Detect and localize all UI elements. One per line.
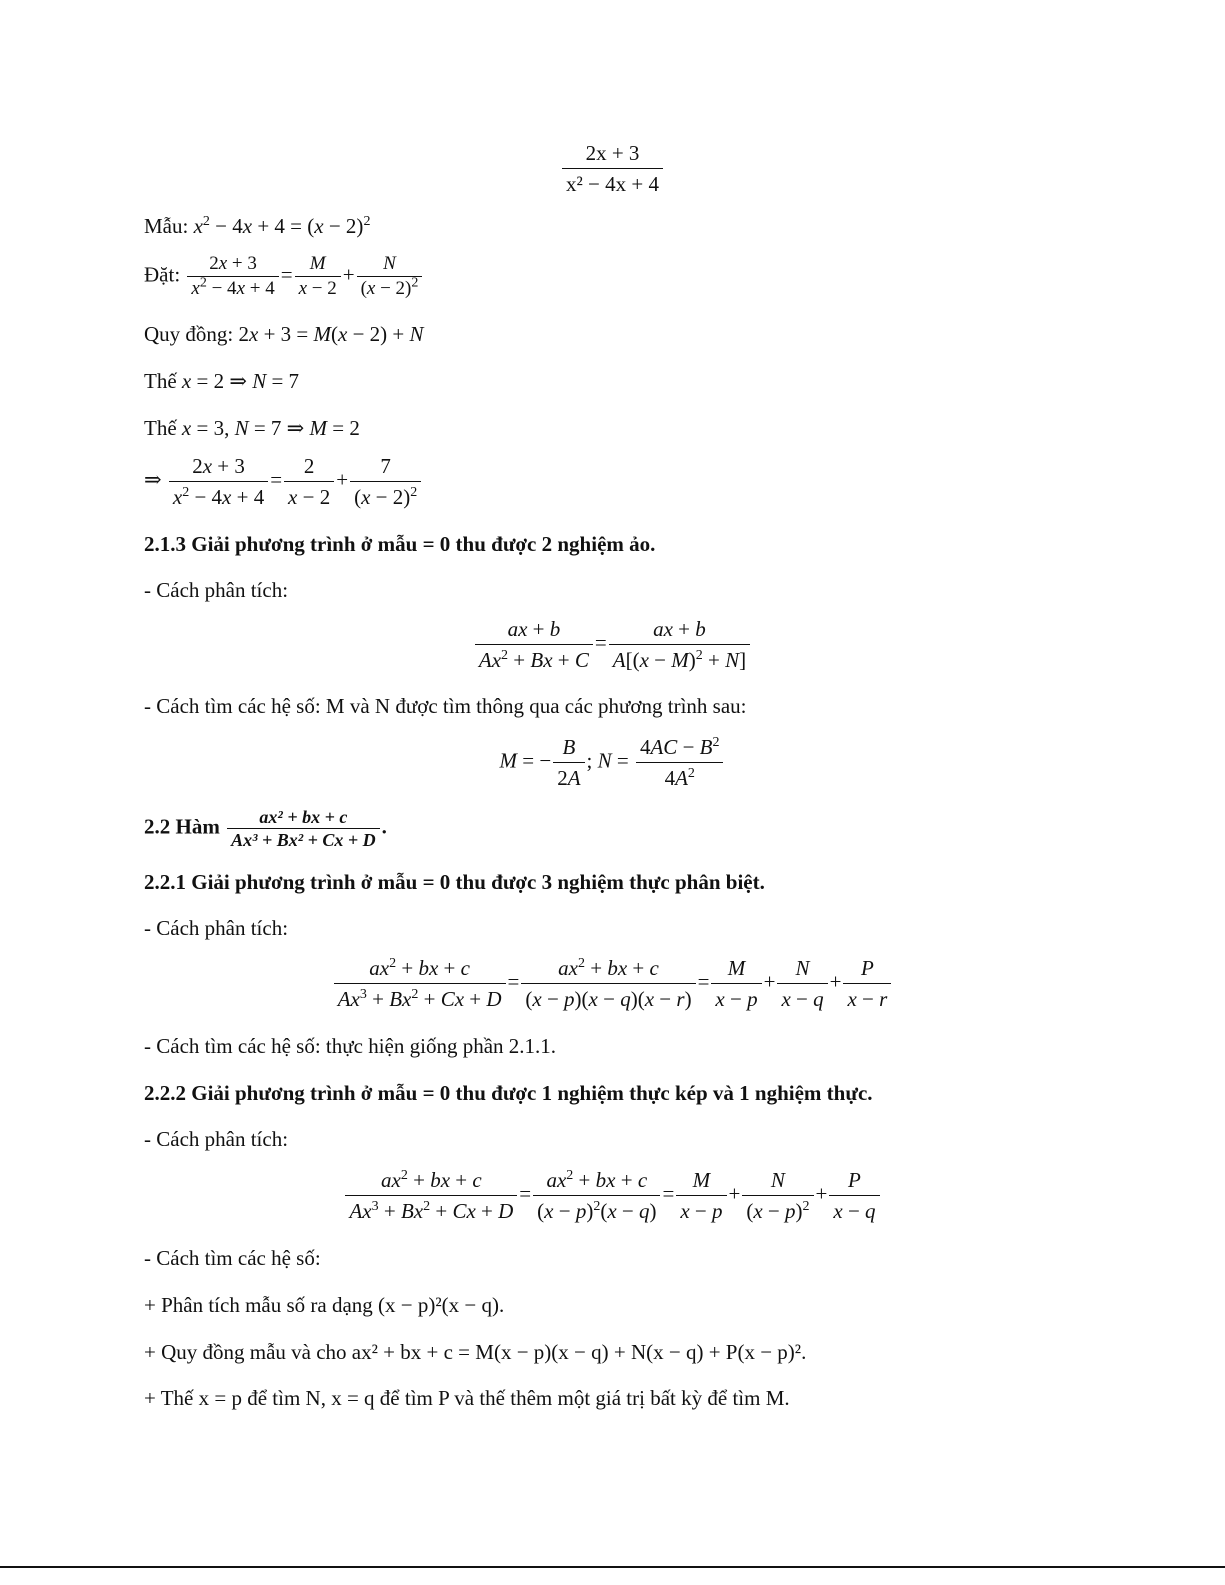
heading-2-2-denominator: Ax³ + Bx² + Cx + D [231, 830, 376, 850]
label-quy-dong: Quy đồng: [144, 322, 234, 346]
label-the-1: Thế [144, 369, 177, 393]
line-mau: Mẫu: $x^2 - 4x + 4 = (x - 2)^2$ [144, 214, 371, 238]
heading-2-2-suffix: . [381, 814, 387, 839]
label-dat: Đặt: [144, 262, 181, 287]
heading-2-2-prefix: 2.2 Hàm [144, 814, 220, 839]
label-the-2: Thế [144, 416, 177, 440]
line-the-2: Thế x = 3, N = 7 ⇒ M = 2 [144, 416, 360, 440]
text-cach-phan-tich-2: - Cách phân tích: [144, 916, 289, 940]
text-step-2: + Quy đồng mẫu và cho ax² + bx + c = M(x − p)(x − q) + N(x − q) + P(x − p)². [144, 1340, 807, 1364]
text-step-1: + Phân tích mẫu số ra dạng (x − p)²(x − q). [144, 1293, 505, 1317]
text-cach-phan-tich-1: - Cách phân tích: [144, 578, 289, 602]
heading-2-2-1: 2.2.1 Giải phương trình ở mẫu = 0 thu được 3 nghiệm thực phân biệt. [144, 870, 765, 894]
equation-top-fraction [0, 140, 1225, 197]
label-mau: Mẫu: [144, 214, 189, 238]
equation-phan-tich-1: $\frac{ax + b}{Ax^2 + Bx + C}$ = $\frac{ax + b}{A[(x - M)^2 + N]}$ [0, 616, 1225, 673]
fraction-denominator: x² − 4x + 4 [566, 172, 659, 196]
line-the-1: Thế x = 2 ⇒ N = 7 [144, 369, 300, 393]
heading-2-2-2: 2.2.2 Giải phương trình ở mẫu = 0 thu được 1 nghiệm thực kép và 1 nghiệm thực. [144, 1081, 873, 1105]
text-step-3: + Thế x = p để tìm N, x = q để tìm P và thế thêm một giá trị bất kỳ để tìm M. [144, 1386, 790, 1410]
equation-m-n: M = − $\frac{B}{2A}$ ; N = $\frac{4AC - B^2}{4A^2}$ [0, 734, 1225, 791]
text-cach-tim-2-2-1: - Cách tìm các hệ số: thực hiện giống phần 2.1.1. [144, 1034, 557, 1058]
text-cach-tim-2-2-2: - Cách tìm các hệ số: [144, 1246, 321, 1270]
text-cach-phan-tich-3: - Cách phân tích: [144, 1127, 289, 1151]
heading-2-2-numerator: ax² + bx + c [227, 808, 380, 829]
line-quy-dong: Quy đồng: 2x + 3 = M(x − 2) + N [144, 322, 424, 346]
line-result: ⇒ $\frac{2x + 3}{x^2 - 4x + 4}$ = $\frac{2}{x - 2}$ + $\frac{7}{(x - 2)^2}$ [144, 453, 423, 510]
heading-2-2 [144, 808, 387, 849]
bottom-rule [0, 1566, 1225, 1568]
line-dat: Đặt: $\frac{2x + 3}{x^2 - 4x + 4}$ = $\frac{M}{x - 2}$ + $\frac{N}{(x - 2)^2}$ [144, 254, 424, 299]
equation-phan-tich-3: $\frac{ax^2 + bx + c}{Ax^3 + Bx^2 + Cx + D}$ = $\frac{ax^2 + bx + c}{(x - p)^2(x - q)}$ = $\frac{M}{x - p}$ + $\frac{N}{(x - p)^2}$ + $\frac{P}{x - q}$ [0, 1167, 1225, 1224]
heading-2-1-3: 2.1.3 Giải phương trình ở mẫu = 0 thu được 2 nghiệm ảo. [144, 532, 656, 556]
implies-symbol: ⇒ [144, 467, 162, 492]
fraction-numerator: 2x + 3 [562, 140, 663, 169]
text-cach-tim-he-so-mn: - Cách tìm các hệ số: M và N được tìm thông qua các phương trình sau: [144, 694, 747, 718]
equation-phan-tich-2: $\frac{ax^2 + bx + c}{Ax^3 + Bx^2 + Cx + D}$ = $\frac{ax^2 + bx + c}{(x - p)(x - q)(x - r)}$ = $\frac{M}{x - p}$ + $\frac{N}{x - q}$ + $\frac{P}{x - r}$ [0, 955, 1225, 1012]
